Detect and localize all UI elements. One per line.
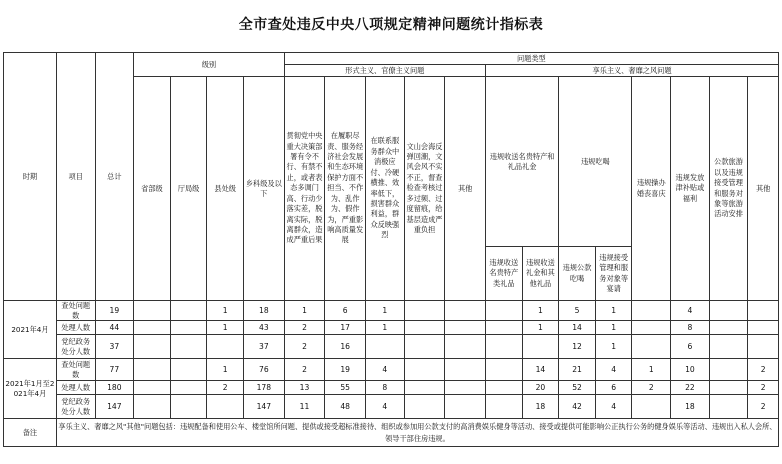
data-cell: 2	[748, 381, 779, 395]
data-cell	[445, 321, 486, 335]
header-level: 级别	[134, 53, 285, 77]
data-cell: 147	[95, 395, 134, 419]
data-cell	[522, 335, 559, 359]
data-cell: 8	[671, 321, 710, 335]
header-level-township: 乡科级及以下	[243, 77, 284, 301]
page-title: 全市查处违反中央八项规定精神问题统计指标表	[238, 17, 544, 33]
item-cell: 处理人数	[56, 321, 95, 335]
data-cell: 48	[325, 395, 366, 419]
period-cell: 2021年4月	[4, 301, 57, 359]
data-cell: 147	[243, 395, 284, 419]
data-cell	[748, 321, 779, 335]
data-cell: 18	[522, 395, 559, 419]
data-cell: 77	[95, 359, 134, 381]
data-cell	[748, 335, 779, 359]
data-cell: 2	[748, 395, 779, 419]
data-cell	[486, 381, 523, 395]
item-cell: 处理人数	[56, 381, 95, 395]
header-total: 总计	[95, 53, 134, 301]
statistics-table	[3, 52, 779, 447]
header-dining-group: 违规吃喝	[559, 77, 632, 247]
data-cell: 55	[325, 381, 366, 395]
data-cell	[486, 359, 523, 381]
data-cell	[404, 381, 445, 395]
header-level-county: 县处级	[207, 77, 244, 301]
table-row	[4, 321, 779, 335]
data-cell: 20	[522, 381, 559, 395]
data-cell	[366, 335, 405, 359]
header-dining-banquet: 违规接受管理和服务对象等宴请	[595, 247, 632, 301]
data-cell: 4	[595, 359, 632, 381]
data-cell: 2	[632, 381, 671, 395]
data-cell: 6	[325, 301, 366, 321]
data-cell: 21	[559, 359, 596, 381]
data-cell: 1	[632, 359, 671, 381]
item-cell: 查处问题数	[56, 359, 95, 381]
data-cell	[170, 301, 207, 321]
data-cell	[748, 301, 779, 321]
data-cell	[134, 321, 171, 335]
data-cell: 12	[559, 335, 596, 359]
header-formalism-decision: 贯彻党中央重大决策部署有令不行、有禁不止，或者表态多调门高、行动少落实差，脱离实际，脱离群众，造成严重后果	[284, 77, 325, 301]
data-cell: 37	[243, 335, 284, 359]
data-cell: 4	[595, 395, 632, 419]
header-period: 时期	[4, 53, 57, 301]
header-formalism-other: 其他	[445, 77, 486, 301]
data-cell	[709, 381, 748, 395]
data-cell: 1	[207, 321, 244, 335]
header-dining-public: 违规公款吃喝	[559, 247, 596, 301]
data-cell	[170, 359, 207, 381]
data-cell: 2	[207, 381, 244, 395]
data-cell: 4	[366, 395, 405, 419]
data-cell	[134, 359, 171, 381]
data-cell: 6	[595, 381, 632, 395]
data-cell: 6	[671, 335, 710, 359]
data-cell: 180	[95, 381, 134, 395]
note-text: 享乐主义、奢靡之风"其他"问题包括：违规配备和使用公车、楼堂馆所问题、提供或接受超标准接待、组织或参加用公款支付的高消费娱乐健身等活动、接受或提供可能影响公正执行公务的健身娱乐等活动、违规出入私人会所、领导干部住房违规。	[56, 419, 778, 447]
data-cell	[170, 321, 207, 335]
data-cell: 22	[671, 381, 710, 395]
data-cell	[404, 335, 445, 359]
header-problem-type: 问题类型	[284, 53, 778, 65]
data-cell	[632, 335, 671, 359]
data-cell: 5	[559, 301, 596, 321]
data-cell	[709, 301, 748, 321]
table-row	[4, 359, 779, 381]
data-cell: 1	[595, 321, 632, 335]
data-cell: 1	[207, 301, 244, 321]
data-cell: 13	[284, 381, 325, 395]
header-formalism-meetings: 文山会海反弹回潮，文风会风不实不正，督查检查考核过多过频、过度留痕，给基层造成严重负担	[404, 77, 445, 301]
header-formalism-duty: 在履职尽责、服务经济社会发展和生态环境保护方面不担当、不作为、乱作为、假作为，严重影响高质量发展	[325, 77, 366, 301]
header-hedonism: 享乐主义、奢靡之风问题	[486, 65, 779, 77]
note-label: 备注	[4, 419, 57, 447]
header-hedonism-other: 其他	[748, 77, 779, 301]
data-cell	[134, 395, 171, 419]
data-cell: 1	[595, 301, 632, 321]
table-row	[4, 395, 779, 419]
data-cell	[170, 335, 207, 359]
data-cell: 44	[95, 321, 134, 335]
data-cell	[632, 395, 671, 419]
header-level-bureau: 厅局级	[170, 77, 207, 301]
data-cell: 178	[243, 381, 284, 395]
data-cell	[170, 381, 207, 395]
data-cell	[404, 301, 445, 321]
header-hedonism-weddings: 违规操办婚丧喜庆	[632, 77, 671, 301]
table-row	[4, 301, 779, 321]
data-cell	[170, 395, 207, 419]
data-cell	[486, 321, 523, 335]
data-cell: 1	[366, 321, 405, 335]
data-cell	[709, 359, 748, 381]
data-cell: 1	[595, 335, 632, 359]
data-cell: 16	[325, 335, 366, 359]
header-gift-specialty: 违规收送名贵特产类礼品	[486, 247, 523, 301]
header-formalism: 形式主义、官僚主义问题	[284, 65, 485, 77]
data-cell: 37	[95, 335, 134, 359]
header-formalism-service: 在联系服务群众中消极应付、冷硬横推、效率低下，损害群众利益，群众反映强烈	[366, 77, 405, 301]
data-cell: 1	[207, 359, 244, 381]
header-hedonism-travel: 公款旅游以及违规接受管理和服务对象等旅游活动安排	[709, 77, 748, 301]
data-cell: 4	[366, 359, 405, 381]
data-cell: 1	[284, 301, 325, 321]
data-cell	[404, 321, 445, 335]
note-row	[4, 419, 779, 447]
period-cell: 2021年1月至2021年4月	[4, 359, 57, 419]
data-cell	[709, 395, 748, 419]
data-cell	[632, 321, 671, 335]
header-gift-group: 违规收送名贵特产和礼品礼金	[486, 77, 559, 247]
data-cell: 42	[559, 395, 596, 419]
data-cell: 14	[522, 359, 559, 381]
data-cell: 11	[284, 395, 325, 419]
data-cell	[445, 301, 486, 321]
data-cell: 18	[671, 395, 710, 419]
header-level-provincial: 省部级	[134, 77, 171, 301]
data-cell: 2	[284, 359, 325, 381]
header-item: 项目	[56, 53, 95, 301]
item-cell: 查处问题数	[56, 301, 95, 321]
data-cell	[134, 301, 171, 321]
data-cell: 1	[522, 321, 559, 335]
data-cell	[486, 395, 523, 419]
data-cell	[445, 395, 486, 419]
data-cell: 1	[366, 301, 405, 321]
data-cell: 43	[243, 321, 284, 335]
data-cell	[632, 301, 671, 321]
data-cell	[404, 359, 445, 381]
header-hedonism-subsidies: 违规发放津补贴或福利	[671, 77, 710, 301]
table-row	[4, 381, 779, 395]
data-cell	[486, 301, 523, 321]
table-row	[4, 335, 779, 359]
data-cell: 19	[95, 301, 134, 321]
item-cell: 党纪政务处分人数	[56, 335, 95, 359]
data-cell	[207, 335, 244, 359]
data-cell	[134, 381, 171, 395]
data-cell: 2	[284, 335, 325, 359]
data-cell: 2	[748, 359, 779, 381]
data-cell: 2	[284, 321, 325, 335]
data-cell: 18	[243, 301, 284, 321]
data-cell: 10	[671, 359, 710, 381]
data-cell: 8	[366, 381, 405, 395]
data-cell	[404, 395, 445, 419]
data-cell	[445, 381, 486, 395]
data-cell: 17	[325, 321, 366, 335]
data-cell: 4	[671, 301, 710, 321]
data-cell	[709, 321, 748, 335]
data-cell: 52	[559, 381, 596, 395]
data-cell	[207, 395, 244, 419]
item-cell: 党纪政务处分人数	[56, 395, 95, 419]
data-cell	[445, 359, 486, 381]
data-cell	[445, 335, 486, 359]
data-cell: 19	[325, 359, 366, 381]
data-cell: 76	[243, 359, 284, 381]
data-cell	[134, 335, 171, 359]
data-cell	[709, 335, 748, 359]
data-cell: 1	[522, 301, 559, 321]
data-cell	[486, 335, 523, 359]
data-cell: 14	[559, 321, 596, 335]
header-gift-cash: 违规收送礼金和其他礼品	[522, 247, 559, 301]
